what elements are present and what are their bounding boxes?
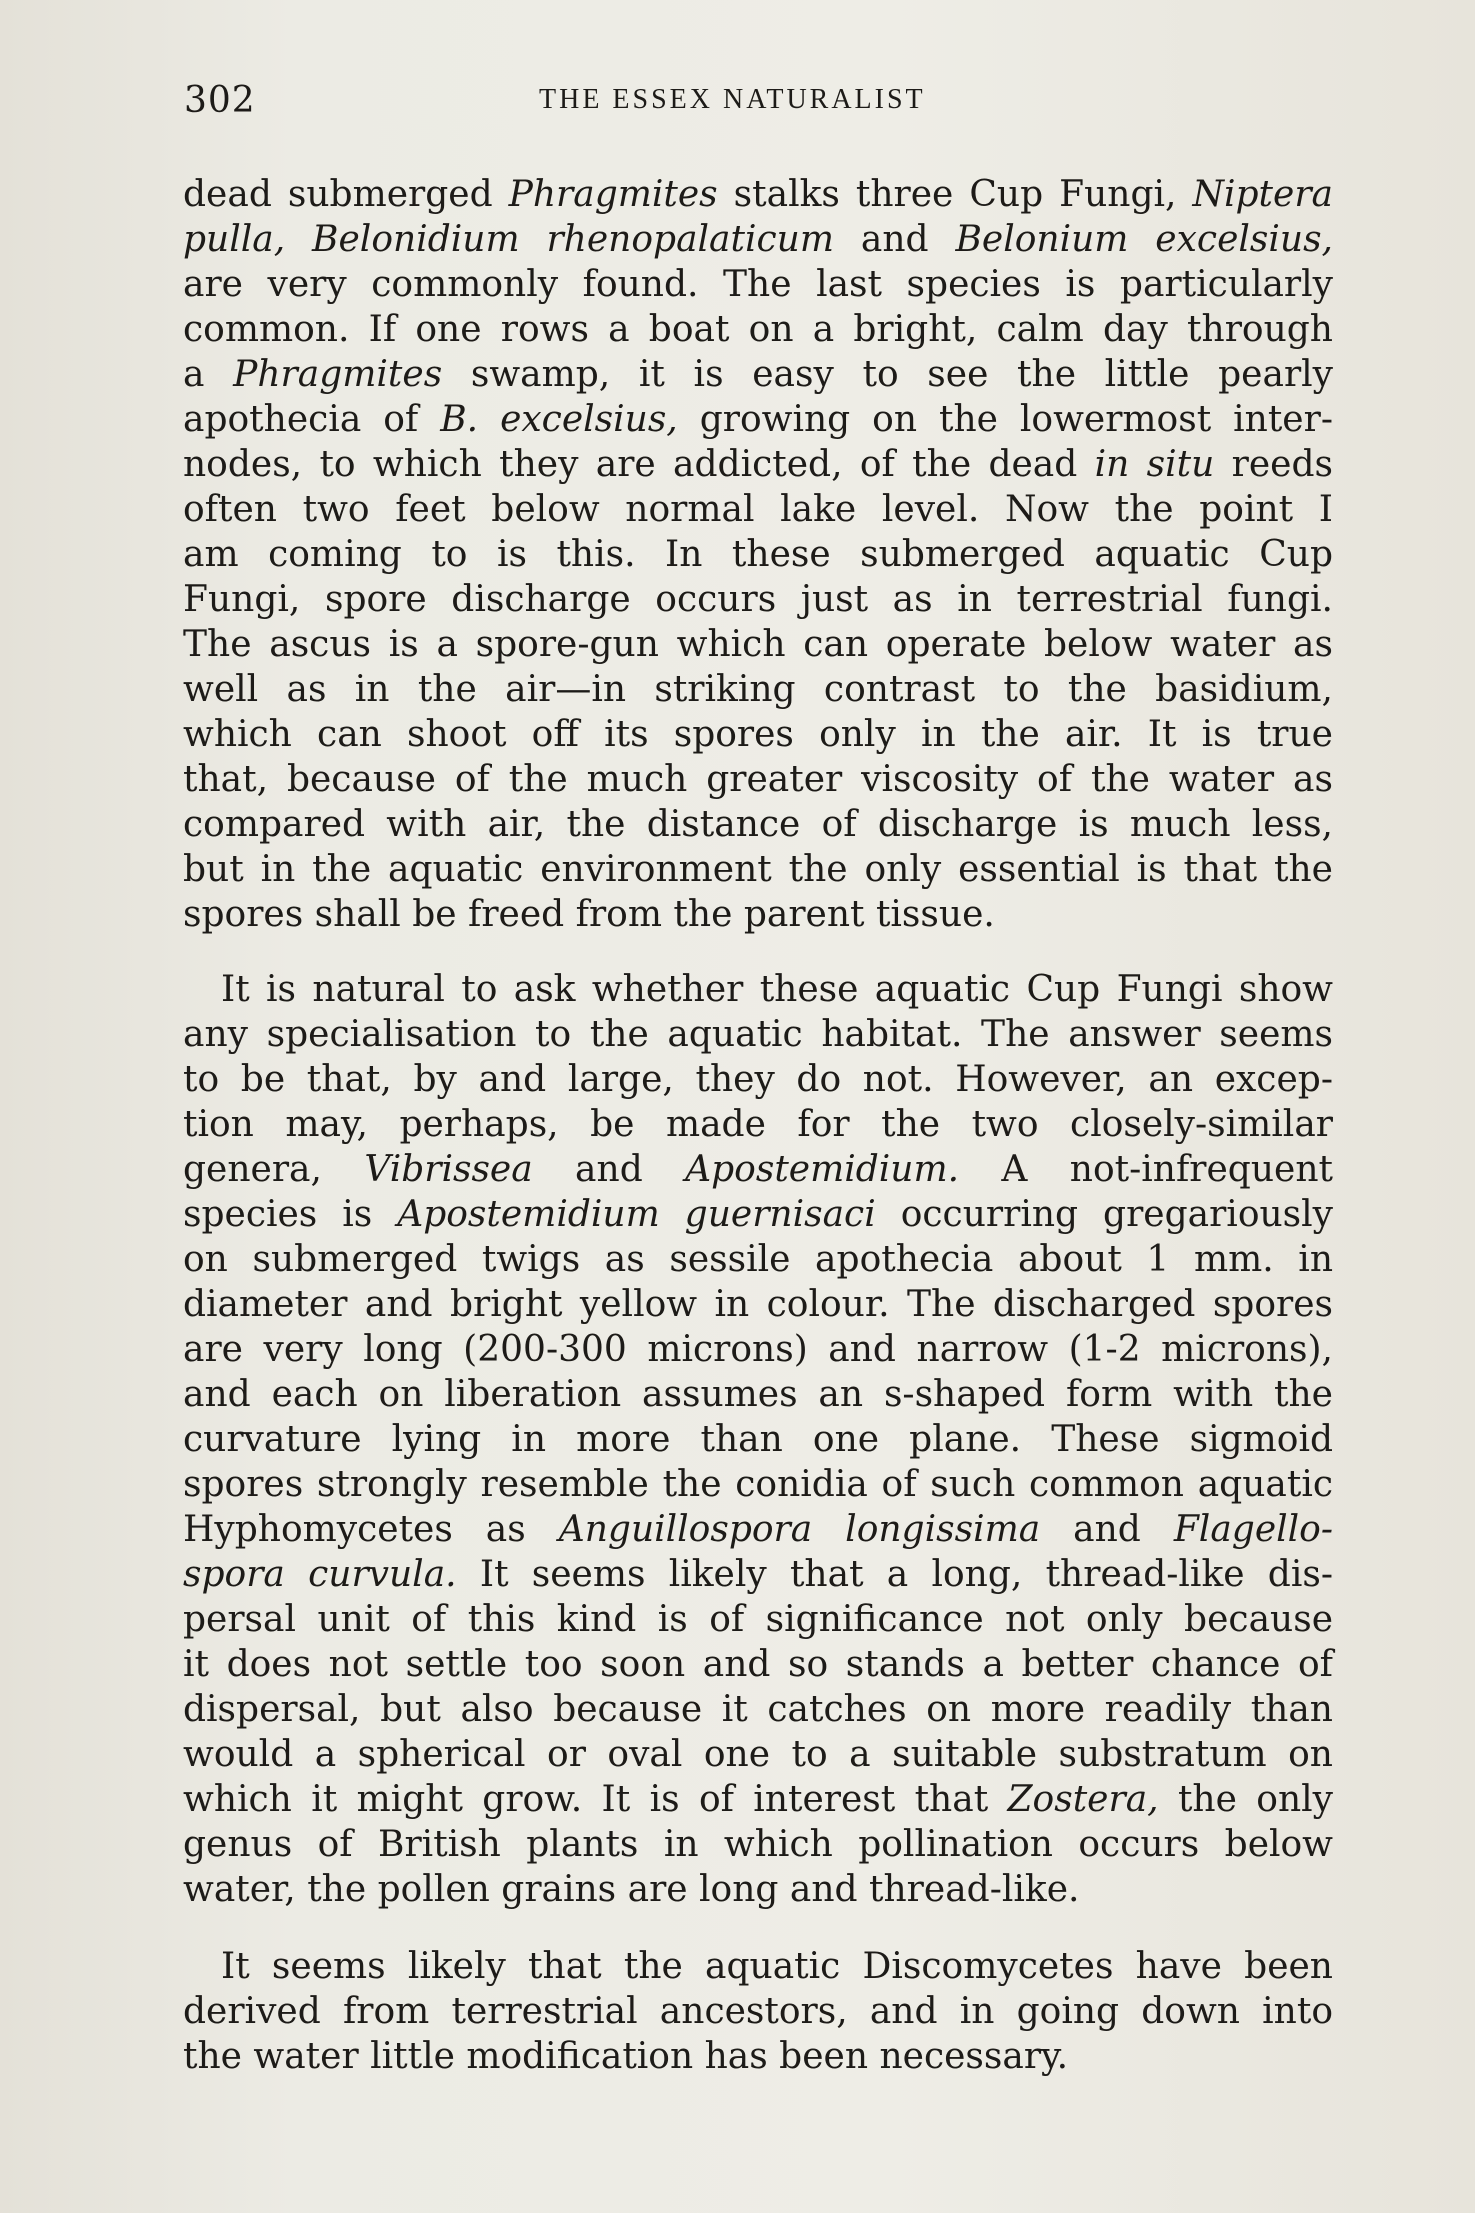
- italic-term: pulla, Belonidium rhenopalaticum: [183, 219, 834, 260]
- text-line: apothecia of B. excelsius, growing on the lowermost inter-: [183, 399, 1333, 440]
- italic-term: Zostera,: [1007, 1779, 1159, 1820]
- text-line: derived from terrestrial ancestors, and in going down into: [183, 1991, 1333, 2032]
- italic-term: Niptera: [1192, 174, 1333, 215]
- text-line: pulla, Belonidium rhenopalaticum and Belonium excelsius,: [183, 219, 1333, 260]
- text-line: am coming to is this. In these submerged aquatic Cup: [183, 534, 1333, 575]
- text-line: water, the pollen grains are long and thread-like.: [183, 1869, 1080, 1910]
- text-line: It seems likely that the aquatic Discomycetes have been: [221, 1946, 1333, 1987]
- text-line: genera, Vibrissea and Apostemidium. A not-infrequent: [183, 1149, 1333, 1190]
- text-line: compared with air, the distance of discharge is much less,: [183, 804, 1333, 845]
- text-line: would a spherical or oval one to a suitable substratum on: [183, 1734, 1333, 1775]
- paragraph: [183, 172, 1333, 937]
- text-line: Fungi, spore discharge occurs just as in terrestrial fungi.: [183, 579, 1333, 620]
- text-line: spora curvula. It seems likely that a long, thread-like dis-: [183, 1554, 1333, 1595]
- text-line: spores shall be freed from the parent tissue.: [183, 894, 995, 935]
- page-header: [184, 80, 1334, 130]
- italic-term: Apostemidium guernisaci: [397, 1194, 876, 1235]
- paragraph: [183, 1944, 1333, 2079]
- italic-term: Anguillospora longissima: [558, 1509, 1041, 1550]
- text-line: persal unit of this kind is of significance not only because: [183, 1599, 1333, 1640]
- text-line: tion may, perhaps, be made for the two closely-similar: [183, 1104, 1333, 1145]
- text-line: diameter and bright yellow in colour. The discharged spores: [183, 1284, 1333, 1325]
- text-line: dead submerged Phragmites stalks three Cup Fungi, Niptera: [183, 174, 1333, 215]
- text-line: but in the aquatic environment the only essential is that the: [183, 849, 1333, 890]
- text-line: which it might grow. It is of interest that Zostera, the only: [183, 1779, 1333, 1820]
- text-line: Hyphomycetes as Anguillospora longissima and Flagello-: [183, 1509, 1333, 1550]
- page-number: 302: [184, 80, 256, 121]
- text-line: often two feet below normal lake level. Now the point I: [183, 489, 1333, 530]
- italic-term: Flagello-: [1173, 1509, 1333, 1550]
- italic-term: in situ: [1094, 444, 1215, 485]
- body-text: [183, 172, 1333, 2079]
- text-line: and each on liberation assumes an s-shaped form with the: [183, 1374, 1333, 1415]
- italic-term: Vibrissea: [364, 1149, 533, 1190]
- running-title: THE ESSEX NATURALIST: [539, 84, 926, 115]
- text-line: species is Apostemidium guernisaci occurring gregariously: [183, 1194, 1334, 1235]
- italic-term: Apostemidium.: [685, 1149, 960, 1190]
- text-line: which can shoot off its spores only in the air. It is true: [183, 714, 1333, 755]
- text-line: The ascus is a spore-gun which can operate below water as: [183, 624, 1333, 665]
- italic-term: spora curvula.: [183, 1554, 457, 1595]
- text-line: common. If one rows a boat on a bright, calm day through: [183, 309, 1333, 350]
- text-line: It is natural to ask whether these aquatic Cup Fungi show: [221, 969, 1333, 1010]
- text-line: it does not settle too soon and so stands a better chance of: [183, 1644, 1333, 1685]
- text-line: that, because of the much greater viscosity of the water as: [183, 759, 1333, 800]
- text-line: the water little modification has been necessary.: [183, 2036, 1069, 2077]
- text-line: dispersal, but also because it catches on more readily than: [183, 1689, 1333, 1730]
- italic-term: B. excelsius,: [440, 399, 678, 440]
- text-line: are very long (200-300 microns) and narrow (1-2 microns),: [183, 1329, 1333, 1370]
- text-line: to be that, by and large, they do not. However, an excep-: [183, 1059, 1333, 1100]
- italic-term: Belonium excelsius,: [955, 219, 1333, 260]
- text-line: genus of British plants in which pollination occurs below: [183, 1824, 1333, 1865]
- italic-term: Phragmites: [233, 354, 443, 395]
- paragraph: [183, 967, 1333, 1912]
- text-line: spores strongly resemble the conidia of such common aquatic: [183, 1464, 1333, 1505]
- italic-term: Phragmites: [508, 174, 718, 215]
- text-line: are very commonly found. The last species is particularly: [183, 264, 1333, 305]
- text-line: curvature lying in more than one plane. These sigmoid: [183, 1419, 1333, 1460]
- text-line: a Phragmites swamp, it is easy to see the little pearly: [183, 354, 1334, 395]
- text-line: well as in the air—in striking contrast to the basidium,: [183, 669, 1333, 710]
- text-line: any specialisation to the aquatic habitat. The answer seems: [183, 1014, 1333, 1055]
- text-line: on submerged twigs as sessile apothecia about 1 mm. in: [183, 1239, 1333, 1280]
- text-line: nodes, to which they are addicted, of the dead in situ reeds: [183, 444, 1333, 485]
